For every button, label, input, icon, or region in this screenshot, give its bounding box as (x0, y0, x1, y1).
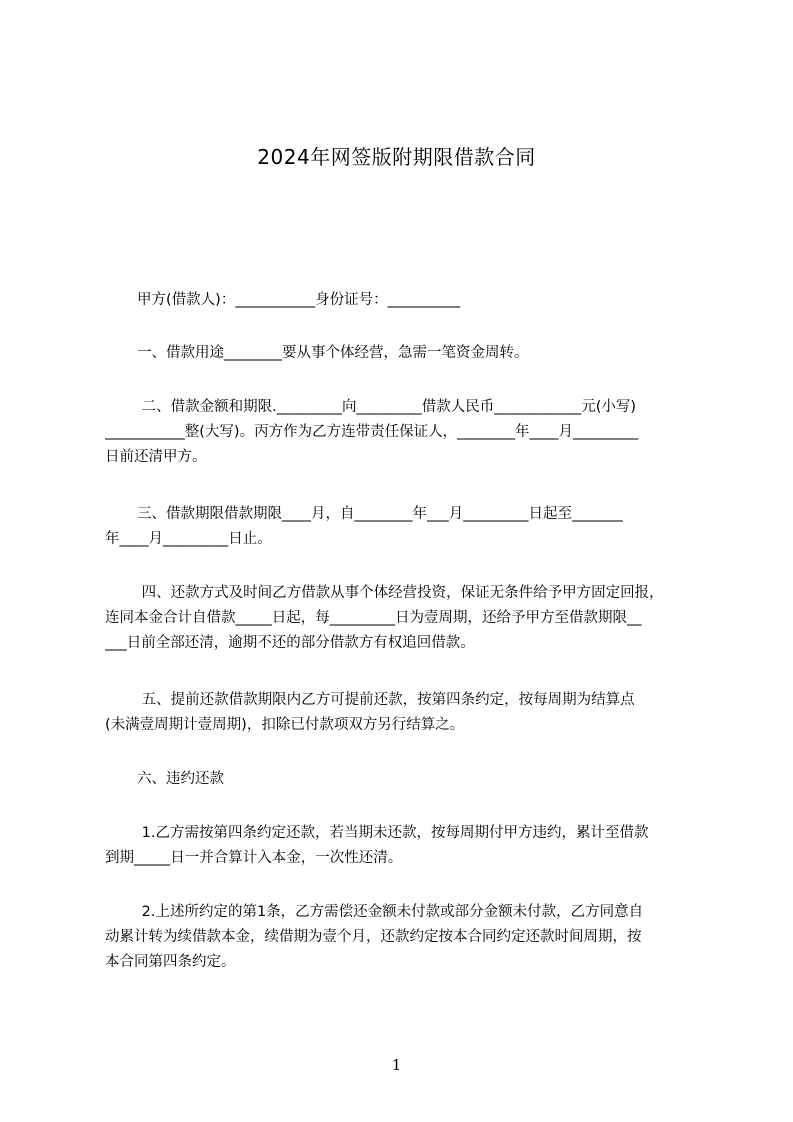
paragraph-line: 六、违约还款 (137, 771, 224, 787)
document-title: 2024年网签版附期限借款合同 (257, 145, 536, 169)
paragraph-line: 1.乙方需按第四条约定还款，若当期未还款，按每周期付甲方违约，累计至借款 (137, 825, 649, 841)
paragraph-line: 连同本金合计自借款_____日起，每_________日为壹周期，还给予甲方至借款期限__ (105, 610, 642, 626)
paragraph-line: 一、借款用途________要从事个体经营，急需一笔资金周转。 (137, 345, 529, 361)
paragraph-line: 本合同第四条约定。 (105, 954, 236, 970)
paragraph-line: 二、借款金额和期限._________向_________借款人民币____________元(小写) (137, 399, 637, 415)
paragraph-line: 年____月_________日止。 (105, 531, 272, 547)
page-number: 1 (391, 1056, 402, 1074)
clause-1-paragraph (105, 341, 701, 366)
paragraph-line: 2.上述所约定的第1条，乙方需偿还金额未付款或部分金额未付款，乙方同意自 (137, 904, 644, 920)
paragraph-line: 日前还清甲方。 (105, 449, 207, 465)
clause-6-1-paragraph (105, 821, 701, 871)
clause-6-2-paragraph (105, 900, 701, 975)
clause-3-paragraph (105, 502, 701, 552)
paragraph-line: 到期_____日一并合算计入本金，一次性还清。 (105, 850, 403, 866)
paragraph-line: 三、借款期限借款期限____月，自________年___月_________日起至_______ (137, 506, 623, 522)
clause-5-paragraph (105, 688, 701, 738)
paragraph-line: 四、还款方式及时间乙方借款从事个体经营投资，保证无条件给予甲方固定回报， (137, 585, 664, 601)
paragraph-line: 五、提前还款借款期限内乙方可提前还款，按第四条约定，按每周期为结算点 (137, 692, 635, 708)
party-a-paragraph (105, 288, 701, 313)
paragraph-line: 动累计转为续借款本金，续借期为壹个月，还款约定按本合同约定还款时间周期，按 (105, 929, 642, 945)
paragraph-line: (未满壹周期计壹周期)，扣除已付款项双方另行结算之。 (105, 717, 465, 733)
paragraph-line: ___________整(大写)。丙方作为乙方连带责任保证人，________年____月_________ (105, 424, 639, 440)
clause-4-paragraph (105, 581, 701, 656)
clause-6-paragraph (105, 767, 701, 792)
paragraph-line: ___日前全部还清，逾期不还的部分借款方有权追回借款。 (105, 635, 475, 651)
clause-2-paragraph (105, 395, 701, 470)
paragraph-line: 甲方(借款人)：___________身份证号：__________ (137, 292, 461, 308)
